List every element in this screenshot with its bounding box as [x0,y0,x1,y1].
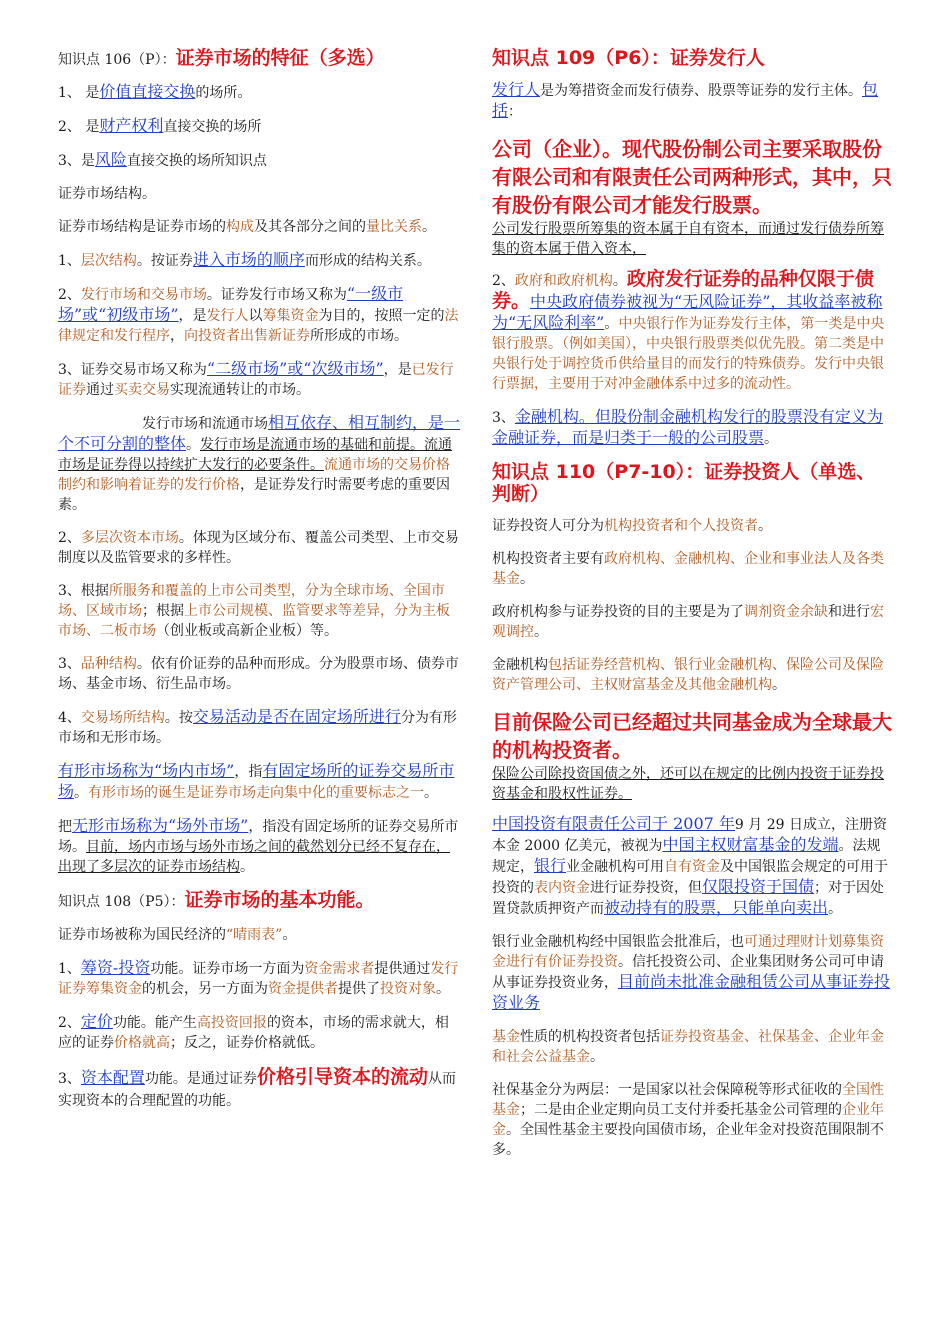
function-allocation: 3、资本配置功能。是通过证券价格引导资本的流动从而实现资本的合理配置的功能。 [58,1066,456,1109]
market-classification: 3、根据所服务和覆盖的上市公司类型，分为全球市场、全国市场、区域市场；根据上市公司规模、监管要求等差异，分为主板市场、二板市场（创业板或高新企业板）等。 [58,583,450,639]
intangible-market: 把无形市场称为“场外市场”，指没有固定场所的证券交易所市场。目前，场内市场与场外市场之间的截然划分已经不复存在，出现了多层次的证券市场结构。 [58,816,459,875]
sovereign-fund-link[interactable]: 中国主权财富基金的发端 [662,835,839,854]
structure-heading: 证券市场结构。 [58,186,156,202]
structure-trading-market: 3、证券交易市场又称为“二级市场”或“次级市场”，是已发行证券通过买卖交易实现流通转让的市场。 [58,359,454,398]
cic-paragraph: 中国投资有限责任公司于 2007 年9 月 29 日成立，注册资本金 2000 亿美元，被视为中国主权财富基金的发端。法规规定，银行业金融机构可用自有资金及中国银监会规定的可用于投资的表内资金进行证券投资，但仅限投资于国债；对于因处置贷款质押资产而被动持有的股票，只能单向卖出。 [492,814,889,917]
pricing-link[interactable]: 定价 [80,1012,113,1031]
sell-only-link[interactable]: 被动持有的股票，只能单向卖出 [604,898,829,917]
secondary-market-link[interactable]: “二级市场”或“次级市场” [206,359,384,378]
feature-2: 2、 是财产权利直接交换的场所 [58,116,262,135]
kp108-prefix: 知识点 108（P5）： [58,894,185,910]
tangible-market: 有形市场称为“场内市场”，指有固定场所的证券交易所市场。有形市场的诞生是证券市场走向集中化的重要标志之一。 [58,761,455,801]
treasury-only-link[interactable]: 仅限投资于国债 [702,877,815,896]
insurance-investors: 目前保险公司已经超过共同基金成为全球最大的机构投资者。 保险公司除投资国债之外，还可以在规定的比例内投资于证券投资基金和股权性证券。 [492,710,892,802]
kp110-title: 知识点 110（P7-10）：证券投资人（单选、判断） [492,461,876,505]
kp108-title: 证券市场的基本功能。 [184,889,375,911]
bank-paragraph: 银行业金融机构经中国银监会批准后，也可通过理财计划募集资金进行有价证券投资。信托投资公司、企业集团财务公司可申请从事证券投资业务，目前尚未批准金融租赁公司从事证券投资业务 [492,934,891,1012]
venue-link[interactable]: 交易活动是否在固定场所进行 [192,707,401,726]
feature-1-link[interactable]: 价值直接交换 [99,82,196,101]
issuer-company: 公司（企业）。现代股份制公司主要采取股份有限公司和有限责任公司两种形式，其中，只有股份有限公司才能发行股票。 公司发行股票所筹集的资本属于自有资本，而通过发行债券所筹集的资本属于借入资本， [492,137,892,257]
exchange-market-link[interactable]: 有固定场所的证券交易所市场 [58,761,455,801]
issuer-financial: 3、金融机构。但股份制金融机构发行的股票没有定义为金融证券，而是归类于一般的公司股票。 [492,407,883,447]
relationship-link[interactable]: 相互依存、相互制约，是一个不可分割的整体 [58,413,461,453]
fund-investors: 基金性质的机构投资者包括证券投资基金、社保基金、企业年金和社会公益基金。 [492,1029,884,1065]
allocation-link[interactable]: 资本配置 [80,1068,145,1087]
kp106-heading [58,48,460,70]
investor-types: 证券投资人可分为机构投资者和个人投资者。 [492,518,772,534]
cic-link[interactable]: 中国投资有限责任公司于 2007 年 [492,814,735,833]
kp106-prefix: 知识点 106（P）： [58,52,176,68]
function-pricing: 2、定价功能。能产生高投资回报的资本，市场的需求就大，相应的证券价格就高；反之，证券价格就低。 [58,1012,449,1051]
issuer-link[interactable]: 发行人 [492,80,541,99]
financial-institutions: 金融机构包括证券经营机构、银行业金融机构、保险公司及保险资产管理公司、主权财富基金及其他金融机构。 [492,657,884,693]
market-relationship: 发行市场和流通市场相互依存、相互制约，是一个不可分割的整体。发行市场是流通市场的基础和前提。流通市场是证券得以持续扩大发行的必要条件。流通市场的交易价格制约和影响着证券的发行价格，是证券发行时需要考虑的重要因素。 [58,413,461,513]
right-column [492,48,892,1173]
kp109-heading [492,48,892,70]
function-financing: 1、筹资-投资功能。证券市场一方面为资金需求者提供通过发行证券筹集资金的机会，另一方面为资金提供者提供了投资对象。 [58,958,459,997]
barometer-line: 证券市场被称为国民经济的“晴雨表”。 [58,927,297,943]
kp106-title: 证券市场的特征（多选） [175,47,385,69]
tangible-market-link[interactable]: 有形市场称为“场内市场” [58,761,235,780]
issuer-government: 2、政府和政府机构。政府发行证券的品种仅限于债券。中央政府债券被视为“无风险证券”，其收益率被称为“无风险利率”。中央银行作为证券发行主体，第一类是中央银行股票。（例如美国），中央银行股票类似优先股。第二类是中央银行处于调控货币供给量目的而发行的特殊债券。发行中央银行票据，主要用于对冲金融体系中过多的流动性。 [492,268,885,392]
feature-2-link[interactable]: 财产权利 [99,116,164,135]
kp110-heading [492,462,892,506]
structure-definition: 证券市场结构是证券市场的构成及其各部分之间的量比关系。 [58,219,436,235]
structure-level-link[interactable]: 进入市场的顺序 [192,250,305,269]
structure-level: 1、层次结构。按证券进入市场的顺序而形成的结构关系。 [58,250,431,269]
issuer-definition: 发行人是为筹措资金而发行债券、股票等证券的发行主体。包括： [492,80,879,120]
kp108-heading [58,890,460,912]
financing-link[interactable]: 筹资-投资 [80,958,151,977]
feature-3: 3、是风险直接交换的场所知识点 [58,150,267,169]
feature-1: 1、 是价值直接交换的场所。 [58,82,252,101]
feature-3-link[interactable]: 风险 [94,150,127,169]
kp109-title: 知识点 109（P6）：证券发行人 [492,47,765,69]
social-security-fund: 社保基金分为两层：一是国家以社会保障税等形式征收的全国性基金；二是由企业定期向员工支付并委托基金公司管理的企业年金。全国性基金主要投向国债市场，企业年金对投资范围限制不多。 [492,1082,884,1158]
variety-structure: 3、品种结构。依有价证券的品种而形成。分为股票市场、债券市场、基金市场、衍生品市场。 [58,656,459,692]
multi-level-capital-market: 2、多层次资本市场。体现为区域分布、覆盖公司类型、上市交易制度以及监管要求的多样性。 [58,530,459,566]
venue-structure: 4、交易场所结构。按交易活动是否在固定场所进行分为有形市场和无形市场。 [58,707,457,746]
otc-market-link[interactable]: 无形市场称为“场外市场” [72,816,249,835]
includes-link[interactable]: 包括 [492,80,879,120]
financial-institution-link[interactable]: 金融机构。但股份制金融机构发行的股票没有定义为金融证券，而是归类于一般的公司股票 [492,407,883,447]
institutional-investors: 机构投资者主要有政府机构、金融机构、企业和事业法人及各类基金。 [492,551,884,587]
leasing-link[interactable]: 目前尚未批准金融租赁公司从事证券投资业务 [492,972,891,1012]
left-column [58,48,460,1125]
risk-free-link[interactable]: 中央政府债券被视为“无风险证券”，其收益率被称为“无风险利率” [492,292,883,332]
government-purpose: 政府机构参与证券投资的目的主要是为了调剂资金余缺和进行宏观调控。 [492,604,884,640]
primary-market-link[interactable]: “一级市场”或“初级市场” [58,284,404,324]
structure-issue-market: 2、发行市场和交易市场。证券发行市场又称为“一级市场”或“初级市场”，是发行人以筹集资金为目的，按照一定的法律规定和发行程序，向投资者出售新证券所形成的市场。 [58,284,459,344]
bank-link[interactable]: 银行 [534,856,567,875]
